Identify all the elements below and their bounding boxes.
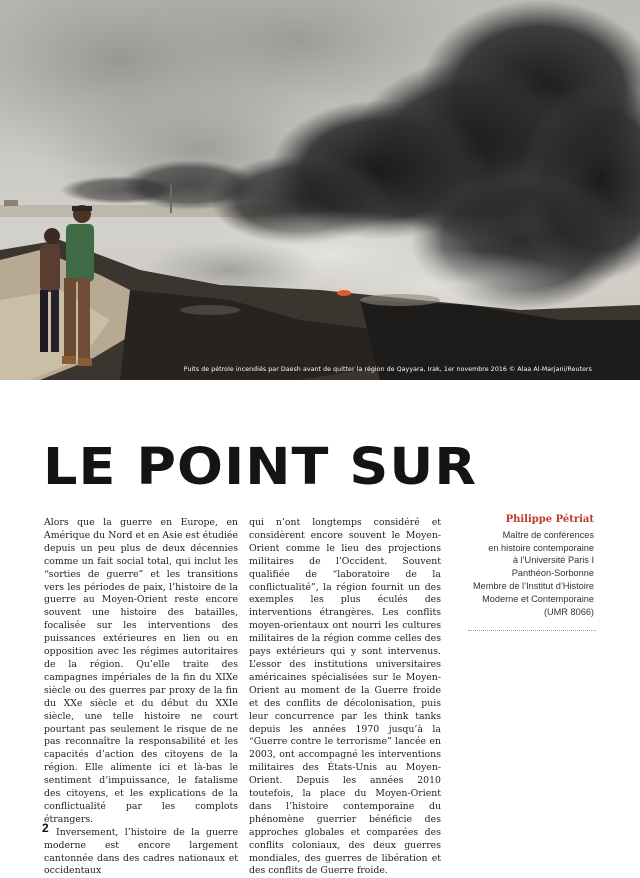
author-line: Moderne et Contemporaine xyxy=(482,593,594,604)
author-line: Panthéon-Sorbonne xyxy=(511,568,594,579)
author-line: (UMR 8066) xyxy=(543,606,594,617)
photo-caption: Puits de pétrole incendiés par Daesh avant de quitter la région de Qayyara, Irak, 1er novembre 2016 © Alaa Al-Marjani/Reuters xyxy=(183,366,592,373)
author-line: Membre de l’Institut d’Histoire xyxy=(472,580,594,591)
text-column-1 xyxy=(44,517,238,878)
paragraph: qui n’ont longtemps considéré et considèrent encore souvent le Moyen-Orient comme le lieu des projections militaires de l’Occident. Souvent qualifiée de “laboratoire de la conflictualité”, la région fournit un des exemples les plus éculés des interventions étrangères. Les conflits moyen-orientaux ont nourri les cultures militaires de la région comme celles des pays extérieurs qui y sont intervenus. L’essor des institutions universitaires américaines spécialisées sur le Moyen-Orient au moment de la Guerre froide et des conflits de décolonisation, puis leur concurrence par les think tanks depuis les années 1970 jusqu’à la “Guerre contre le terrorisme” lancée en 2003, ont accompagné les interventions militaires des États-Unis au Moyen-Orient. Depuis les années 2010 toutefois, la place du Moyen-Orient dans l’histoire contemporaine du phénomène guerrier bénéficie des approches globales et comparées des conflits coloniaux, des deux guerres mondiales, des guerres de libération et des conflits de Guerre froide. xyxy=(249,517,441,877)
page-number: 2 xyxy=(42,821,49,835)
paragraph: Inversement, l’histoire de la guerre moderne est encore largement cantonnée dans des cadres nationaux et occidentaux xyxy=(44,826,238,877)
burning-oil-wells-photo xyxy=(0,0,640,380)
paragraph: Alors que la guerre en Europe, en Amérique du Nord et en Asie est étudiée depuis un peu plus de deux décennies comme un fait social total, qui inclut les “sorties de guerre” et les transitions vers les périodes de paix, l’histoire de la guerre au Moyen-Orient reste encore souvent une histoire des batailles, focalisée sur les interventions des puissances extérieures en lien ou en opposition avec les régimes autoritaires de la région. Qu’elle traite des campagnes impériales de la fin du XIXe siècle ou des guerres par proxy de la fin du XXe siècle et du début du XXIe siècle, une telle histoire ne court pourtant pas seulement le risque de ne pas reconnaître la responsabilité et les capacités d’action des citoyens de la région. Elle alimente ici et là-bas le sentiment d’impuissance, le fatalisme des citoyens, et les explications de la conflictualité par les complots étrangers. xyxy=(44,517,238,825)
author-name: Philippe Pétriat xyxy=(505,514,594,525)
author-line: Maître de conférences xyxy=(502,529,594,540)
author-line: à l’Université Paris I xyxy=(512,555,594,566)
photo-illustration xyxy=(0,0,640,380)
divider xyxy=(468,630,596,631)
text-column-2 xyxy=(249,517,441,878)
article-title: LE POINT SUR xyxy=(43,438,478,497)
child-figure-right xyxy=(62,205,94,366)
author-box xyxy=(470,514,594,618)
author-line: en histoire contemporaine xyxy=(488,542,594,553)
